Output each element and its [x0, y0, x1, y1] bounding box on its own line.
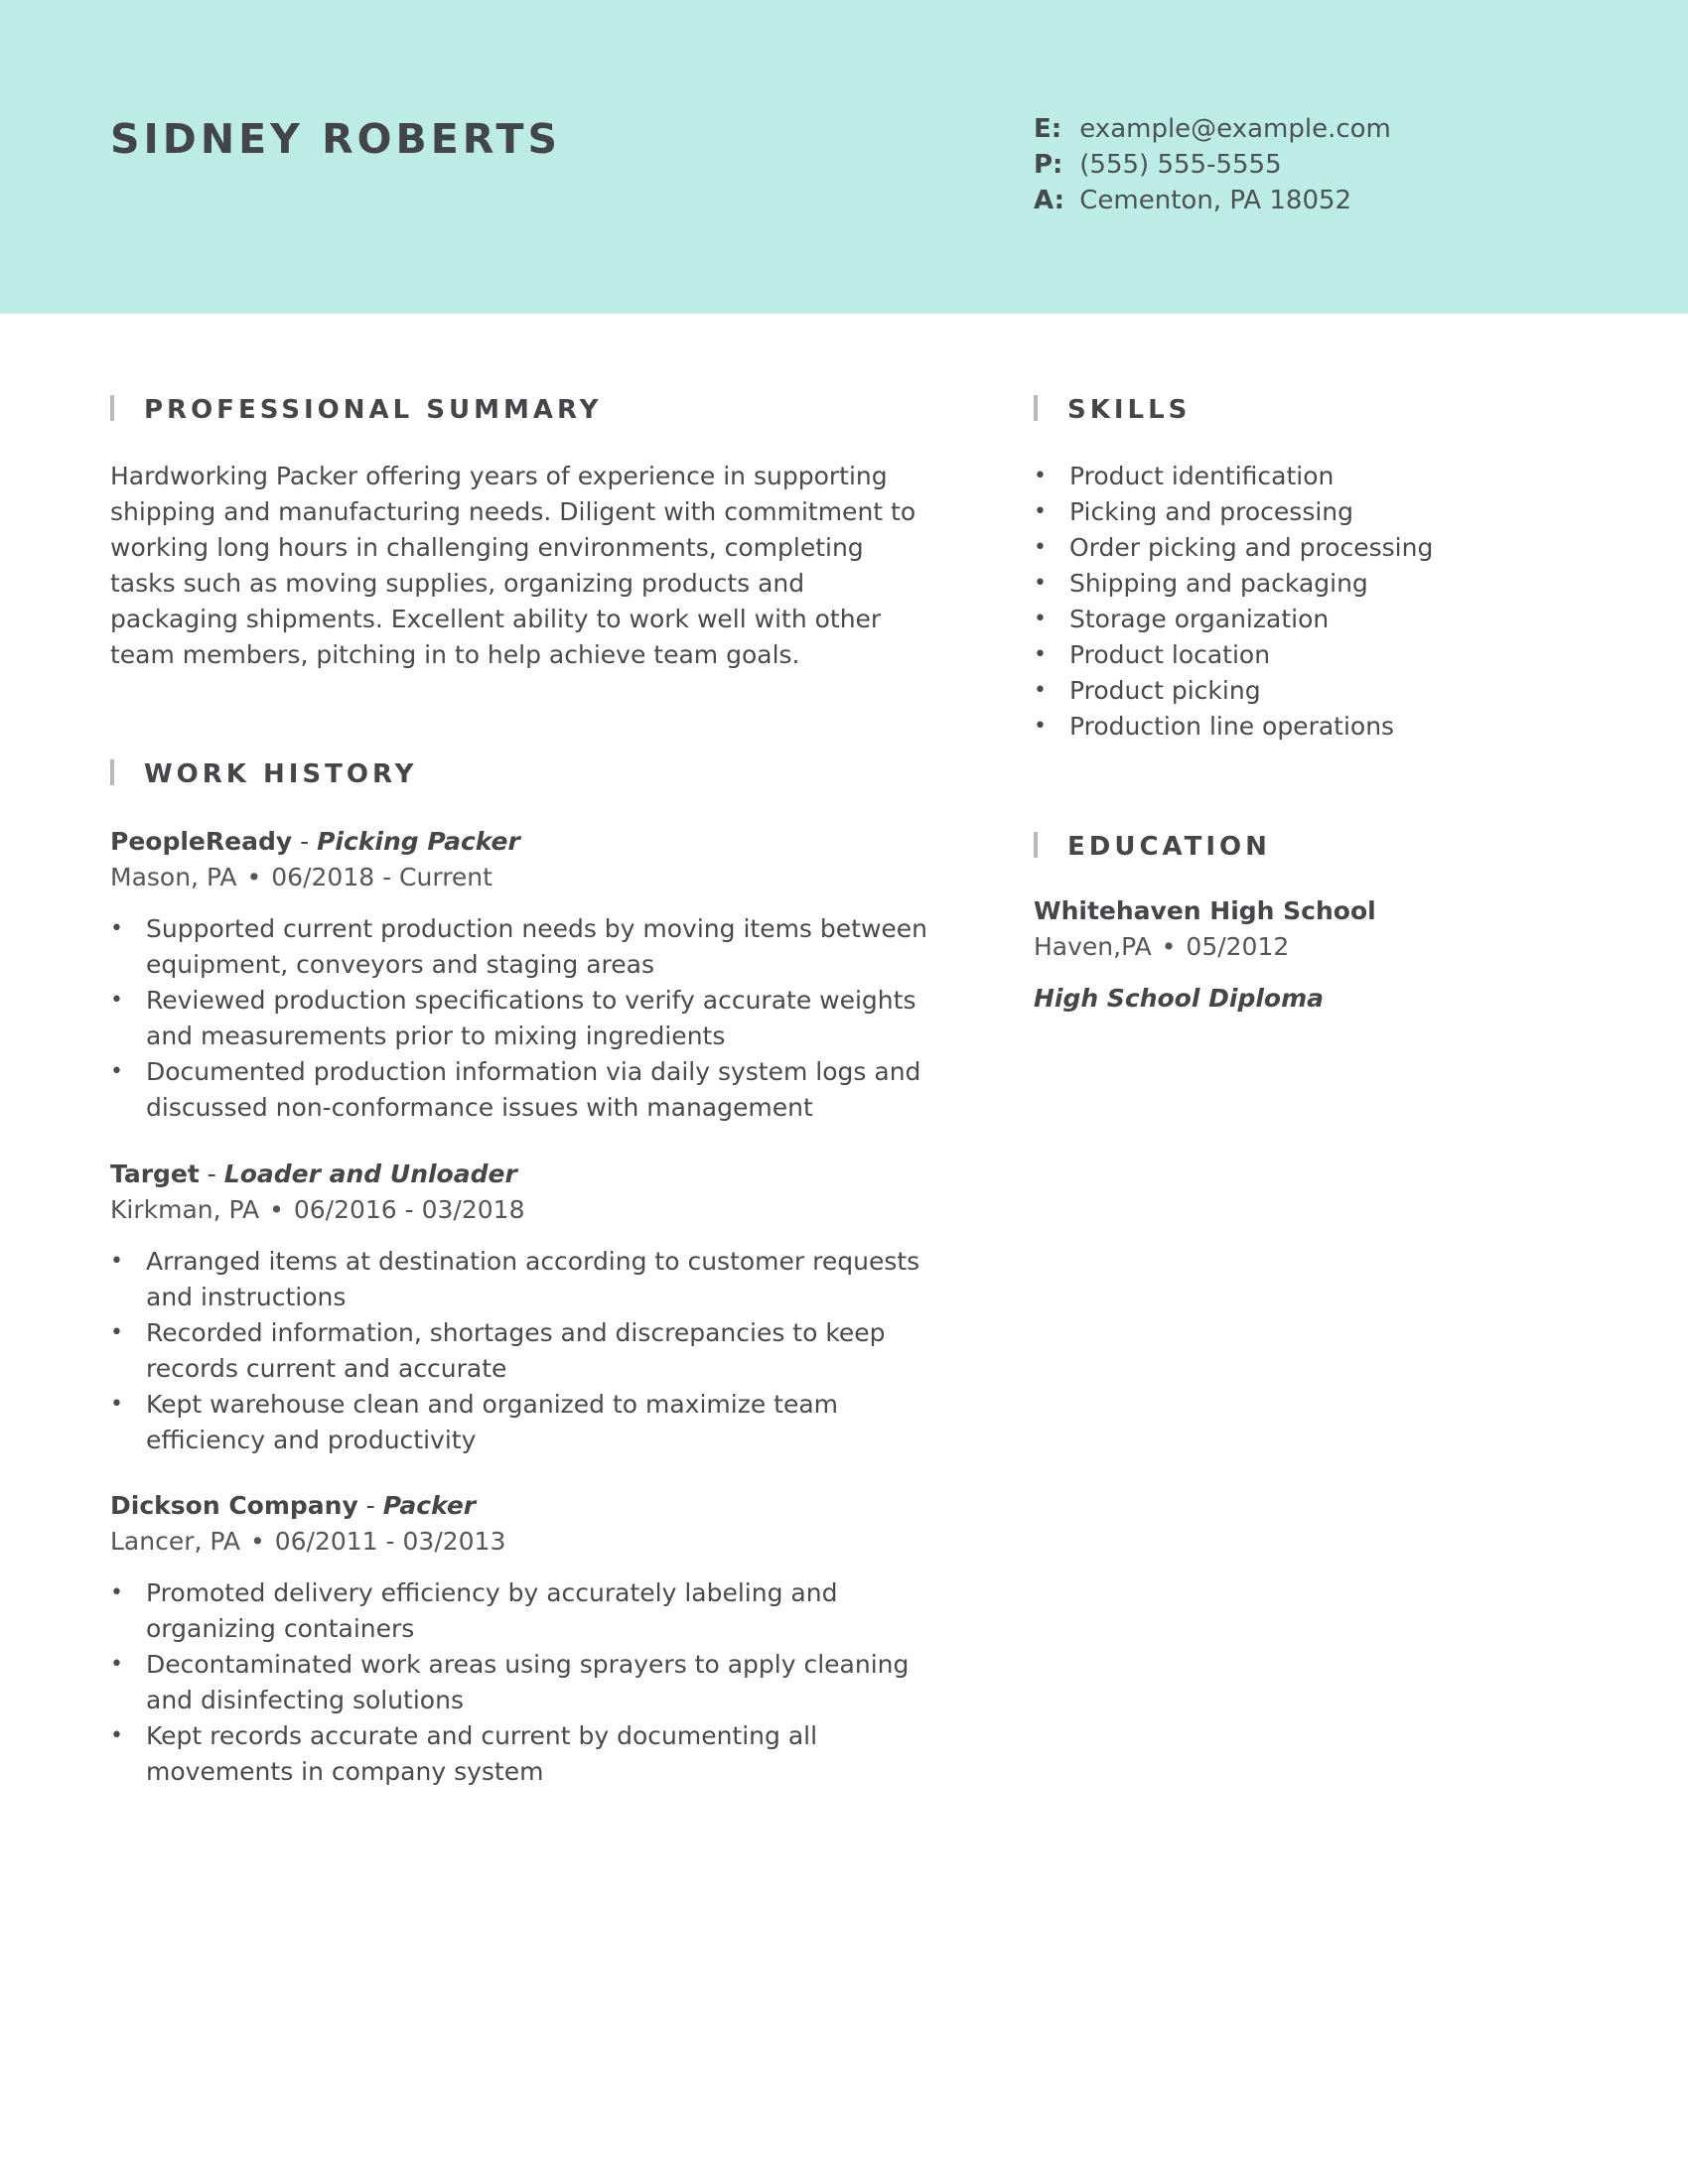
job-location: Lancer, PA: [110, 1527, 240, 1556]
header-banner: [0, 0, 1688, 314]
job-role: Packer: [382, 1491, 477, 1520]
job-location: Kirkman, PA: [110, 1195, 260, 1224]
education-block: [1034, 893, 1590, 1017]
job-company: Dickson Company: [110, 1491, 358, 1520]
skills-list: [1034, 459, 1590, 745]
job-meta: [110, 1192, 934, 1228]
skill-item: • Picking and processing: [1034, 494, 1590, 530]
contact-phone-label: P:: [1034, 150, 1063, 180]
bullet-dot-icon: •: [246, 863, 262, 891]
section-title-text: EDUCATION: [1067, 832, 1271, 862]
job-entry: [110, 824, 934, 1126]
job-company: Target: [110, 1160, 200, 1188]
bullet-dot-icon: •: [269, 1195, 284, 1224]
skill-item: • Product location: [1034, 637, 1590, 673]
section-bar-icon: [110, 759, 114, 785]
job-duty: • Promoted delivery efficiency by accurately labeling and organizing containers: [110, 1575, 934, 1647]
job-meta: [110, 1524, 934, 1560]
job-duty: • Supported current production needs by moving items between equipment, conveyors and staging areas: [110, 911, 934, 983]
contact-address: [1034, 183, 1391, 218]
skill-item: • Storage organization: [1034, 602, 1590, 637]
education-date: 05/2012: [1186, 932, 1290, 961]
skills-block: [1034, 459, 1590, 745]
education-school: Whitehaven High School: [1034, 896, 1376, 925]
section-title-text: WORK HISTORY: [144, 759, 418, 789]
contact-phone-value[interactable]: (555) 555-5555: [1079, 150, 1282, 180]
section-title-professional-summary: [110, 393, 602, 427]
candidate-name: SIDNEY ROBERTS: [110, 115, 562, 163]
job-duty: • Decontaminated work areas using sprayers to apply cleaning and disinfecting solutions: [110, 1647, 934, 1718]
section-bar-icon: [110, 395, 114, 421]
section-bar-icon: [1034, 395, 1038, 421]
job-dates: 06/2018 - Current: [271, 863, 492, 891]
job-duties: [110, 1244, 934, 1458]
section-title-work-history: [110, 757, 417, 791]
job-duty: • Arranged items at destination according to customer requests and instructions: [110, 1244, 934, 1315]
job-duty: • Recorded information, shortages and discrepancies to keep records current and accurate: [110, 1315, 934, 1387]
skill-item: • Product identification: [1034, 459, 1590, 494]
skill-item: • Shipping and packaging: [1034, 566, 1590, 602]
job-separator: -: [199, 1160, 224, 1188]
education-location: Haven,PA: [1034, 932, 1152, 961]
section-title-text: SKILLS: [1067, 395, 1192, 425]
section-bar-icon: [1034, 832, 1038, 858]
contact-address-label: A:: [1034, 186, 1065, 215]
education-degree: High School Diploma: [1034, 984, 1325, 1013]
bullet-dot-icon: •: [249, 1527, 265, 1556]
section-title-skills: [1034, 393, 1191, 427]
job-heading: [110, 1157, 934, 1192]
job-separator: -: [292, 827, 318, 856]
bullet-dot-icon: •: [1161, 932, 1177, 961]
skill-item: • Order picking and processing: [1034, 530, 1590, 566]
job-role: Loader and Unloader: [223, 1160, 517, 1188]
contact-phone: [1034, 147, 1391, 183]
contact-info: [1034, 111, 1391, 218]
summary-block: [110, 459, 934, 673]
job-role: Picking Packer: [317, 827, 520, 856]
job-location: Mason, PA: [110, 863, 237, 891]
contact-email: [1034, 111, 1391, 147]
job-dates: 06/2016 - 03/2018: [293, 1195, 525, 1224]
job-separator: -: [357, 1491, 383, 1520]
skill-item: • Production line operations: [1034, 709, 1590, 745]
section-title-text: PROFESSIONAL SUMMARY: [144, 395, 603, 425]
job-company: PeopleReady: [110, 827, 293, 856]
education-meta: [1034, 929, 1590, 965]
section-title-education: [1034, 830, 1271, 864]
skill-item: • Product picking: [1034, 673, 1590, 709]
job-entry: [110, 1488, 934, 1790]
contact-email-value[interactable]: example@example.com: [1079, 114, 1391, 144]
job-heading: [110, 1488, 934, 1524]
contact-email-label: E:: [1034, 114, 1062, 144]
job-heading: [110, 824, 934, 860]
contact-address-value: Cementon, PA 18052: [1079, 186, 1352, 215]
job-duties: [110, 911, 934, 1126]
job-duty: • Reviewed production specifications to verify accurate weights and measurements prior to mixing ingredients: [110, 983, 934, 1054]
job-dates: 06/2011 - 03/2013: [274, 1527, 506, 1556]
job-meta: [110, 860, 934, 895]
summary-text: Hardworking Packer offering years of experience in supporting shipping and manufacturing needs. Diligent with commitment to working long hours in challenging environments, completing tasks such as moving supplies, organizing products and packaging shipments. Excellent ability to work well with other team members, pitching in to help achieve team goals.: [110, 462, 916, 669]
job-entry: [110, 1157, 934, 1458]
job-duty: • Kept records accurate and current by documenting all movements in company system: [110, 1718, 934, 1790]
job-duties: [110, 1575, 934, 1790]
job-duty: • Documented production information via daily system logs and discussed non-conformance issues with management: [110, 1054, 934, 1126]
job-duty: • Kept warehouse clean and organized to maximize team efficiency and productivity: [110, 1387, 934, 1458]
